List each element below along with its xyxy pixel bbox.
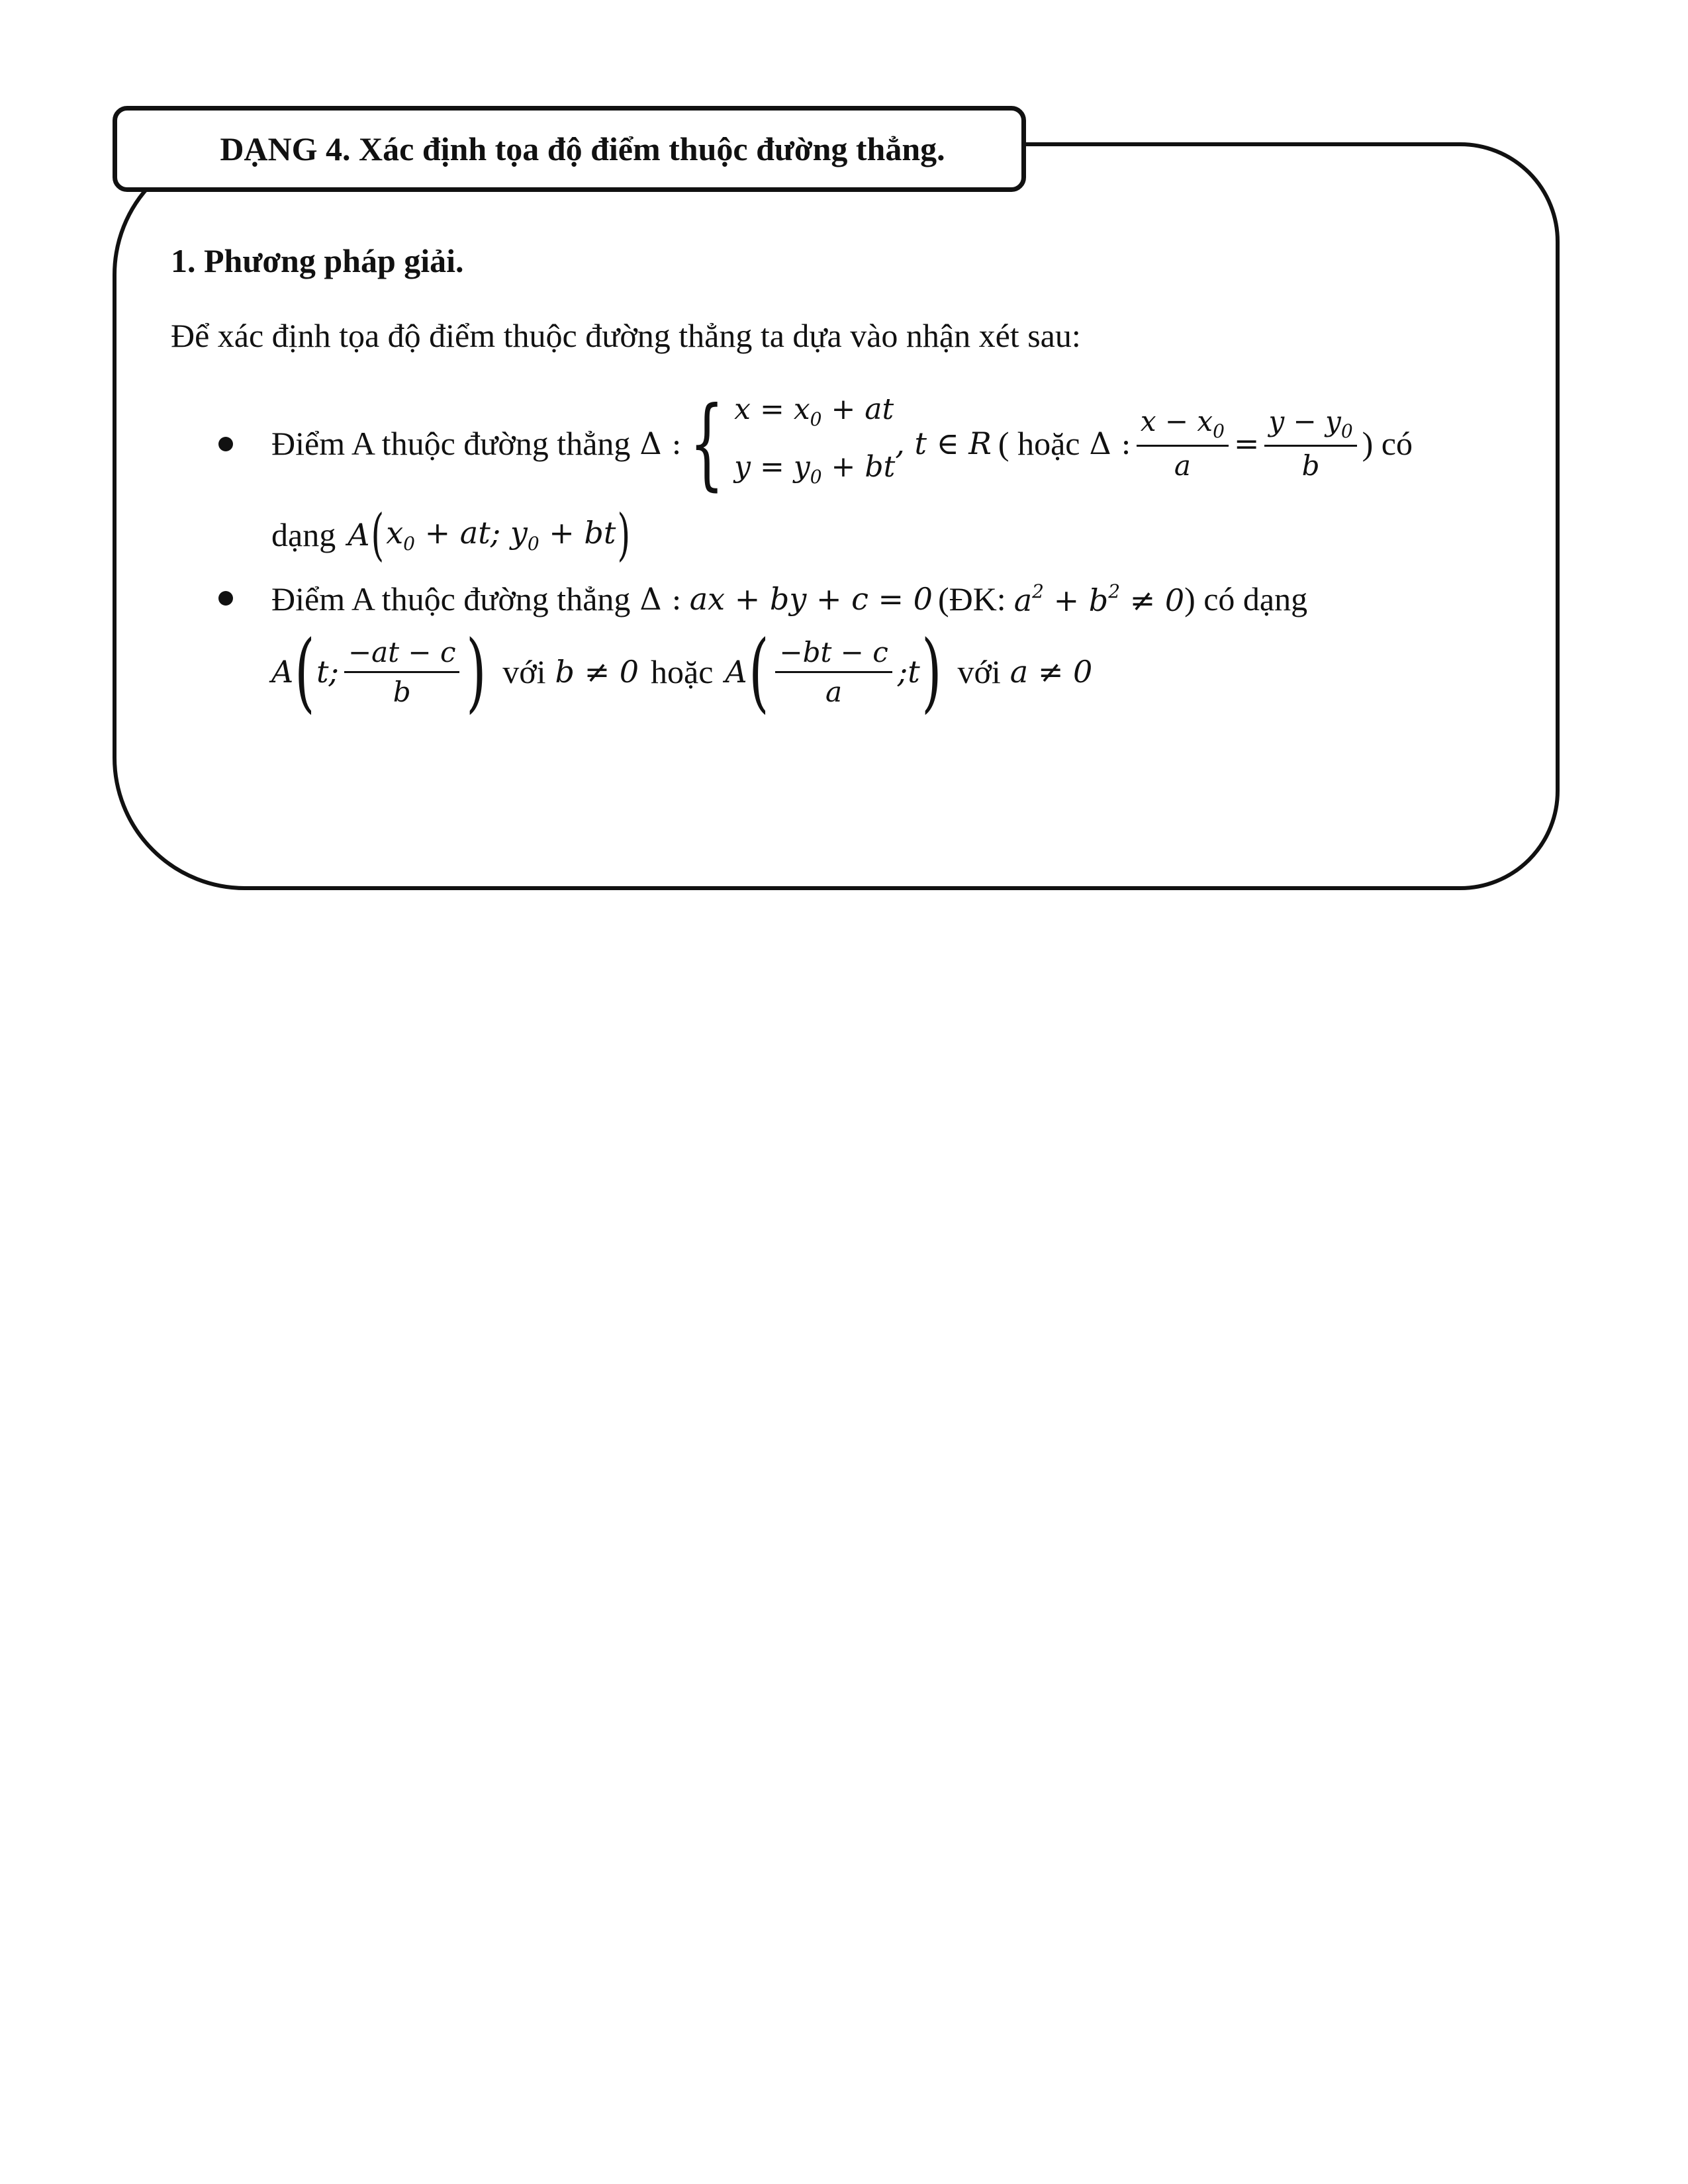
bullet1-line1 (271, 386, 1413, 501)
fraction-at: $\frac{-at - c}{b}$ (344, 636, 460, 708)
or-text: ( hoặc (998, 425, 1080, 462)
paren-close: ) (466, 621, 487, 722)
system-brace: { (689, 386, 724, 501)
point-a: A (348, 517, 370, 553)
intro-text: Để xác định tọa độ điểm thuộc đường thẳng ta dựa vào nhận xét sau: (171, 317, 1081, 354)
bullet1-close: ) có (1362, 425, 1413, 462)
bullet2-line2 (271, 621, 1093, 722)
condition-open: (ĐK: (937, 580, 1006, 617)
method-heading: 1. Phương pháp giải. (171, 242, 464, 279)
system-line-x: $x = x_0$ + at (734, 392, 894, 430)
param-system (734, 386, 895, 501)
t-coord: t; (316, 654, 339, 690)
paren-close: ) (617, 502, 631, 567)
equals-sign: = (1233, 426, 1260, 461)
point-a: A (271, 654, 294, 690)
paren-close: ) (921, 621, 942, 722)
fraction-x: $\frac{x - x_0}{a}$ (1137, 405, 1229, 482)
bullet2-line1 (271, 569, 1307, 629)
condition-a: a ≠ 0 (1009, 654, 1093, 690)
param-range: , t ∈ R (895, 426, 992, 461)
point-coords: $x_0$ + at; $y_0$ + bt (386, 515, 616, 555)
bullet-dot (218, 591, 233, 606)
general-equation: ax + by + c = 0 (689, 581, 933, 617)
section-title-box (113, 106, 1026, 192)
t-coord: ;t (897, 654, 920, 690)
point-a: A (725, 654, 747, 690)
form-label: dạng (271, 516, 336, 553)
paren-open: ( (748, 621, 769, 722)
paren-open: ( (371, 502, 385, 567)
bullet1-prefix: Điểm A thuộc đường thẳng (271, 425, 631, 462)
with-text: với (502, 653, 546, 690)
bullet2-prefix: Điểm A thuộc đường thẳng (271, 580, 631, 617)
fraction-y: $\frac{y - y_0}{b}$ (1264, 405, 1356, 482)
bullet-dot (218, 437, 233, 451)
paren-open: ( (295, 621, 315, 722)
condition-expr: $a^2 + b^2 \ne 0$ (1013, 580, 1185, 618)
bullet1-delta: Δ : (639, 426, 682, 461)
bullet2-delta: Δ : (639, 581, 682, 617)
condition-close: ) có dạng (1184, 580, 1308, 617)
fraction-bt: $\frac{-bt - c}{a}$ (775, 636, 892, 708)
or-text: hoặc (651, 653, 714, 690)
bullet1-line2 (271, 502, 632, 568)
condition-b: b ≠ 0 (555, 654, 639, 690)
section-title: DẠNG 4. Xác định tọa độ điểm thuộc đường thẳng. (220, 130, 945, 167)
with-text: với (957, 653, 1001, 690)
system-line-y: $y = y_0$ + bt (734, 450, 896, 488)
delta-canonical: Δ : (1089, 426, 1131, 461)
